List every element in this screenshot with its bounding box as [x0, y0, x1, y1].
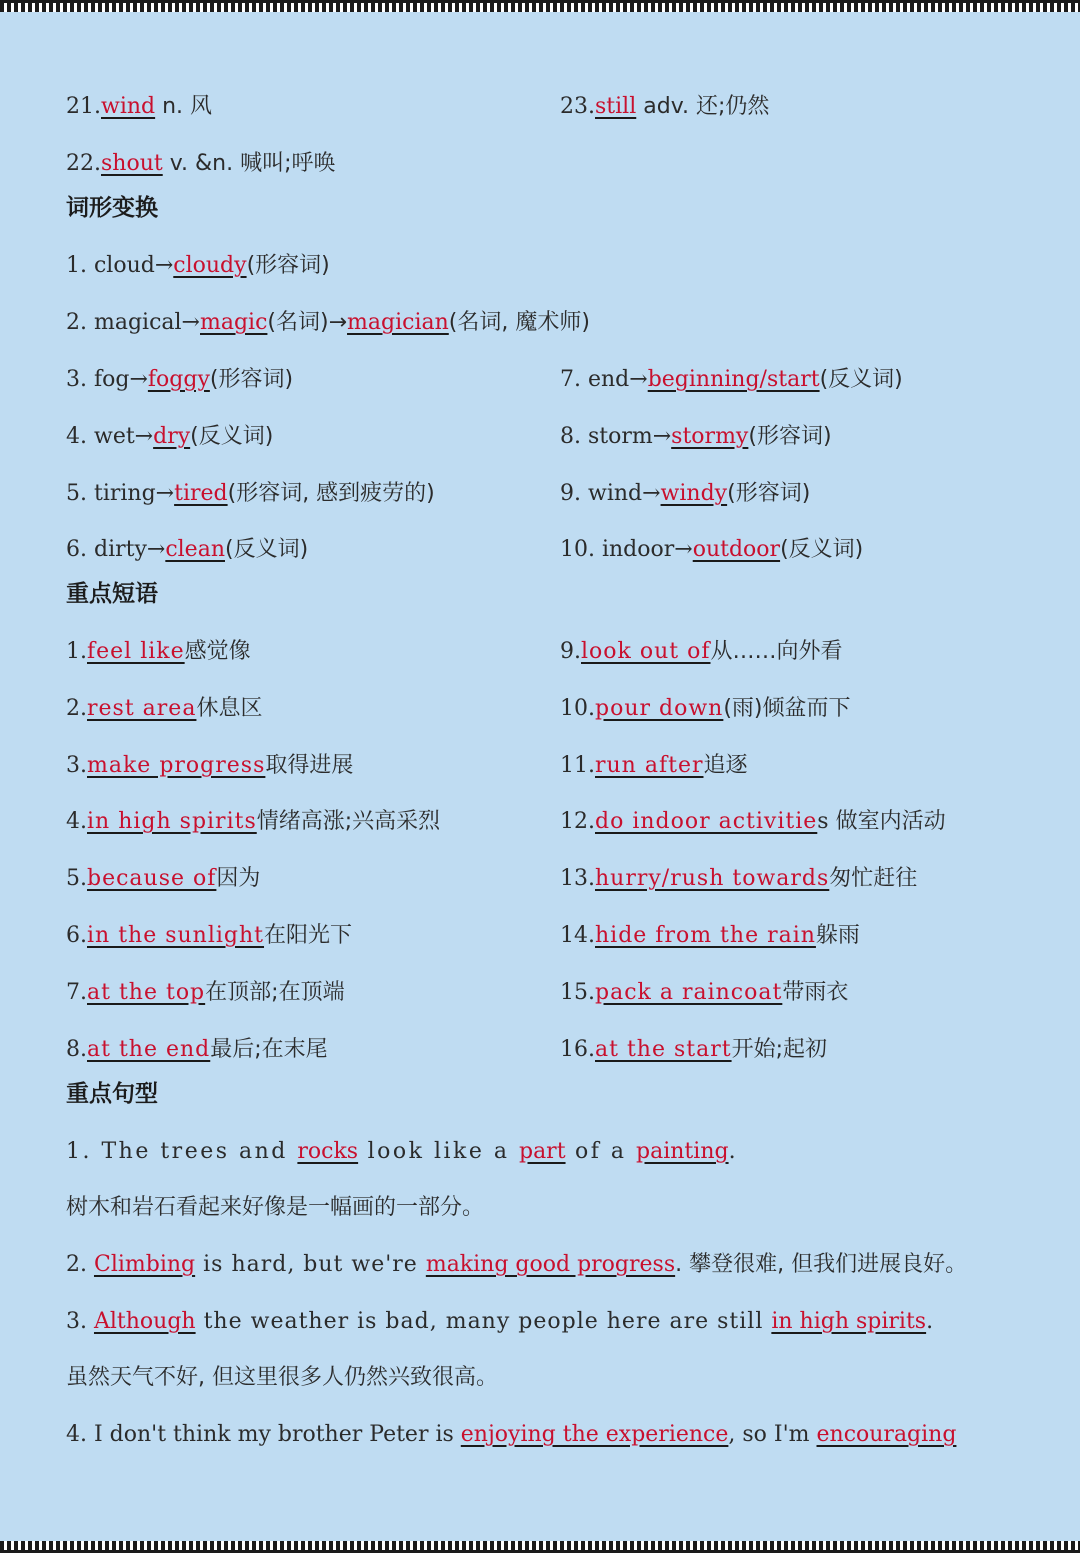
answer-word: wind — [101, 94, 156, 119]
item-number: 9. — [560, 639, 581, 664]
answer-word: rocks — [297, 1139, 359, 1164]
phrase-item-10 — [560, 689, 851, 729]
item-number: 8. — [66, 1037, 87, 1062]
word-type: (形容词) — [246, 253, 330, 278]
word-type: (名词)→ — [267, 310, 348, 335]
answer-word: clean — [165, 537, 225, 562]
phrase: because of — [87, 866, 217, 891]
phrase-item-2 — [66, 689, 262, 729]
answer-word: stormy — [671, 424, 749, 449]
item-number: 23. — [560, 94, 595, 119]
phrase-item-9 — [560, 632, 843, 672]
phrase: run after — [595, 753, 704, 778]
phrase-item-11 — [560, 746, 748, 786]
base-word: 1. cloud→ — [66, 253, 174, 278]
word-form-item-6 — [66, 530, 308, 570]
meaning: 在阳光下 — [264, 923, 353, 948]
meaning: 最后;在末尾 — [210, 1037, 328, 1062]
phrase-item-12 — [560, 802, 946, 842]
meaning: 匆忙赶往 — [829, 866, 918, 891]
phrase: hurry/rush towards — [595, 866, 830, 891]
word-type: (名词, 魔术师) — [448, 310, 590, 335]
base-word: 10. indoor→ — [560, 537, 693, 562]
item-number: 7. — [66, 980, 87, 1005]
answer-word: outdoor — [692, 537, 781, 562]
phrase-item-5 — [66, 859, 260, 899]
word-form-item-8 — [560, 417, 832, 457]
phrase: do indoor activitie — [595, 809, 818, 834]
answer-word: windy — [660, 481, 728, 506]
phrase-item-16 — [560, 1030, 827, 1070]
sentence-text: look like a — [358, 1139, 519, 1164]
word-type: (形容词) — [748, 424, 832, 449]
phrase: at the top — [87, 980, 206, 1005]
base-word: 4. wet→ — [66, 424, 154, 449]
phrase-tail: s — [817, 809, 829, 834]
answer-word: encouraging — [816, 1422, 957, 1447]
answer-word: magic — [200, 310, 268, 335]
word-form-item-5 — [66, 474, 435, 514]
item-number: 22. — [66, 151, 101, 176]
vocab-item-23 — [560, 87, 769, 127]
meaning: (雨)倾盆而下 — [723, 696, 851, 721]
item-number: 5. — [66, 866, 87, 891]
sentence-3 — [66, 1302, 933, 1342]
answer-word: Climbing — [93, 1252, 196, 1277]
word-form-item-1 — [66, 246, 330, 286]
section-heading-phrases: 重点短语 — [66, 581, 158, 607]
phrase-item-14 — [560, 916, 860, 956]
meaning: 从……向外看 — [710, 639, 843, 664]
meaning: v. &n. 喊叫;呼唤 — [162, 151, 336, 176]
item-number: 21. — [66, 94, 101, 119]
item-number: 4. — [66, 809, 87, 834]
answer-word: still — [595, 94, 637, 119]
sentence-text: is hard, but we're — [195, 1252, 426, 1277]
phrase: feel like — [87, 639, 185, 664]
phrase: at the end — [87, 1037, 211, 1062]
phrase: in high spirits — [87, 809, 257, 834]
phrase: hide from the rain — [595, 923, 816, 948]
phrase-item-8 — [66, 1030, 328, 1070]
phrase-item-6 — [66, 916, 352, 956]
word-form-item-3 — [66, 360, 293, 400]
item-number: 15. — [560, 980, 595, 1005]
answer-word: enjoying the experience — [460, 1422, 729, 1447]
sentence-1-translation: 树木和岩石看起来好像是一幅画的一部分。 — [66, 1195, 485, 1220]
meaning: adv. 还;仍然 — [636, 94, 770, 119]
sentence-text: 4. I don't think my brother Peter is — [66, 1422, 461, 1447]
word-type: (反义词) — [190, 424, 274, 449]
vocab-item-22 — [66, 144, 336, 184]
word-type: (形容词) — [209, 367, 294, 392]
answer-word: foggy — [147, 367, 210, 392]
answer-word: dry — [153, 424, 191, 449]
sentence-text: 2. — [66, 1252, 94, 1277]
phrase: in the sunlight — [87, 923, 265, 948]
base-word: 6. dirty→ — [66, 537, 166, 562]
answer-word: tired — [174, 481, 228, 506]
bottom-border — [0, 1541, 1080, 1553]
sentence-1 — [66, 1132, 736, 1172]
item-number: 12. — [560, 809, 595, 834]
base-word: 5. tiring→ — [66, 481, 175, 506]
sentence-text: 1. The trees and — [66, 1139, 298, 1164]
answer-word: cloudy — [173, 253, 247, 278]
word-type: (反义词) — [225, 537, 309, 562]
word-form-item-10 — [560, 530, 863, 570]
base-word: 8. storm→ — [560, 424, 672, 449]
phrase-item-4 — [66, 802, 440, 842]
item-number: 16. — [560, 1037, 595, 1062]
section-heading-sentences: 重点句型 — [66, 1081, 158, 1107]
meaning: 带雨衣 — [782, 980, 849, 1005]
sentence-2 — [66, 1245, 967, 1285]
phrase: look out of — [581, 639, 711, 664]
phrase-item-7 — [66, 973, 345, 1013]
item-number: 1. — [66, 639, 87, 664]
item-number: 11. — [560, 753, 595, 778]
answer-word: magician — [347, 310, 449, 335]
base-word: 7. end→ — [560, 367, 648, 392]
answer-word: Although — [93, 1309, 196, 1334]
word-type: (反义词) — [819, 367, 903, 392]
meaning: 感觉像 — [184, 639, 251, 664]
phrase: pour down — [595, 696, 724, 721]
sentence-4 — [66, 1415, 956, 1455]
meaning: 休息区 — [196, 696, 263, 721]
answer-word: beginning/start — [647, 367, 820, 392]
phrase: pack a raincoat — [595, 980, 783, 1005]
meaning: 取得进展 — [265, 753, 354, 778]
answer-word: painting — [636, 1139, 729, 1164]
vocab-item-21 — [66, 87, 212, 127]
meaning: 躲雨 — [815, 923, 860, 948]
word-form-item-2 — [66, 303, 590, 343]
phrase-item-3 — [66, 746, 353, 786]
answer-word: in high spirits — [771, 1309, 927, 1334]
phrase-item-1 — [66, 632, 251, 672]
base-word: 3. fog→ — [66, 367, 148, 392]
sentence-text: . — [728, 1139, 736, 1164]
meaning: 因为 — [216, 866, 261, 891]
base-word: 9. wind→ — [560, 481, 661, 506]
meaning: n. 风 — [155, 94, 213, 119]
item-number: 6. — [66, 923, 87, 948]
item-number: 3. — [66, 753, 87, 778]
word-type: (反义词) — [780, 537, 864, 562]
item-number: 10. — [560, 696, 595, 721]
meaning: 追逐 — [703, 753, 748, 778]
phrase: make progress — [87, 753, 266, 778]
base-word: 2. magical→ — [66, 310, 200, 335]
word-type: (形容词, 感到疲劳的) — [227, 481, 435, 506]
phrase: at the start — [595, 1037, 732, 1062]
sentence-text: , so I'm — [728, 1422, 817, 1447]
phrase-item-15 — [560, 973, 848, 1013]
item-number: 14. — [560, 923, 595, 948]
word-form-item-9 — [560, 474, 810, 514]
answer-word: part — [518, 1139, 566, 1164]
sentence-text: . — [926, 1309, 934, 1334]
meaning: 在顶部;在顶端 — [205, 980, 345, 1005]
word-form-item-4 — [66, 417, 273, 457]
top-border — [0, 0, 1080, 12]
item-number: 13. — [560, 866, 595, 891]
sentence-text: of a — [565, 1139, 637, 1164]
item-number: 2. — [66, 696, 87, 721]
phrase: rest area — [87, 696, 197, 721]
sentence-text: 3. — [66, 1309, 94, 1334]
answer-word: shout — [101, 151, 163, 176]
answer-word: making good progress — [425, 1252, 676, 1277]
sentence-text: . 攀登很难, 但我们进展良好。 — [675, 1252, 968, 1277]
meaning: 开始;起初 — [731, 1037, 827, 1062]
section-heading-word-forms: 词形变换 — [66, 195, 158, 221]
word-type: (形容词) — [727, 481, 811, 506]
meaning: 做室内活动 — [828, 809, 946, 834]
sentence-3-translation: 虽然天气不好, 但这里很多人仍然兴致很高。 — [66, 1365, 498, 1390]
sentence-text: the weather is bad, many people here are still — [195, 1309, 772, 1334]
meaning: 情绪高涨;兴高采烈 — [256, 809, 441, 834]
phrase-item-13 — [560, 859, 917, 899]
word-form-item-7 — [560, 360, 903, 400]
